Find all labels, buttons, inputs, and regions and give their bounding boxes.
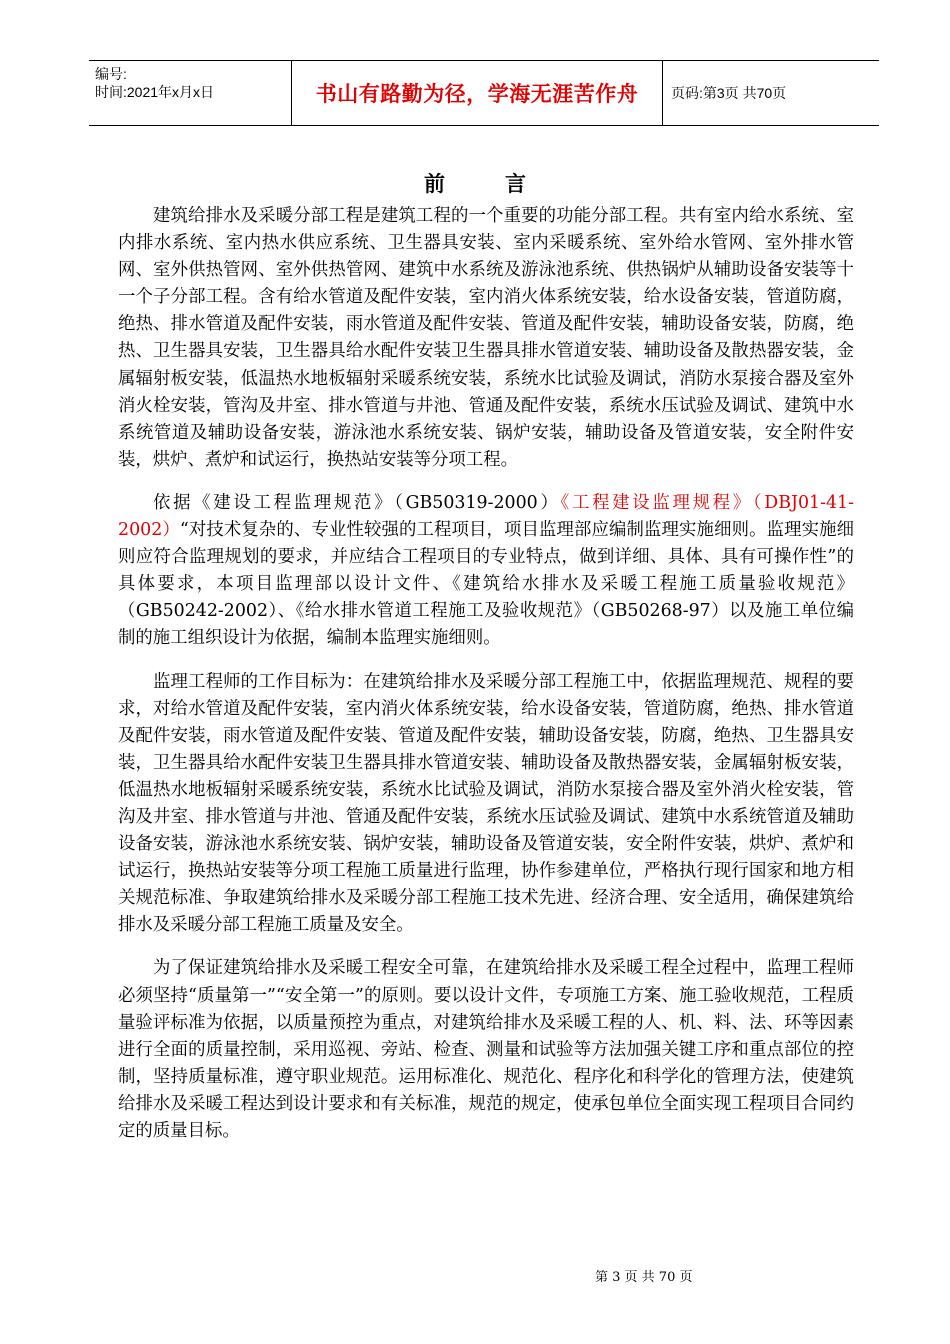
header-meta bbox=[89, 61, 291, 125]
highlighted-reference: 《工程建设监理规程》（DBJ01-41-2002） bbox=[118, 492, 854, 541]
header-motto-cell bbox=[291, 61, 663, 125]
page-footer: 第 3 页 共 70 页 bbox=[595, 1270, 693, 1285]
header-page-info: 页码:第3页 共70页 bbox=[671, 85, 787, 101]
paragraph-2-part-a: 依据《建设工程监理规范》（GB50319-2000） bbox=[153, 492, 561, 513]
document-body bbox=[118, 203, 854, 1161]
paragraph-3: 监理工程师的工作目标为：在建筑给排水及采暖分部工程施工中，依据监理规范、规程的要求，对给水管道及配件安装，室内消火体系统安装，给水设备安装，管道防腐，绝热、排水管道及配件安装，雨水管道及配件安装、管道及配件安装，辅助设备安装，防腐，绝热、卫生器具安装，卫生器具给水配件安装卫生器具排水管道安装、辅助设备及散热器安装，金属辐射板安装，低温热水地板辐射采暖系统安装，系统水比试验及调试，消防水泵接合器及室外消火栓安装，管沟及井室、排水管道与井池、管通及配件安装，系统水压试验及调试、建筑中水系统管道及辅助设备安装，游泳池水系统安装、锅炉安装，辅助设备及管道安装，安全附件安装，烘炉、煮炉和试运行，换热站安装等分项工程施工质量进行监理，协作参建单位，严格执行现行国家和地方相关规范标准、争取建筑给排水及采暖分部工程施工技术先进、经济合理、安全适用，确保建筑给排水及采暖分部工程施工质量及安全。 bbox=[118, 671, 854, 936]
paragraph-2 bbox=[118, 490, 854, 653]
paragraph-2-part-b: “对技术复杂的、专业性较强的工程项目，项目监理部应编制监理实施细则。监理实施细则应符合监理规划的要求，并应结合工程项目的专业特点，做到详细、具体、具有可操作性”的具体要求，本项目监理部以设计文件、《建筑给水排水及采暖工程施工质量验收规范》（GB50242-2002）、《给水排水管道工程施工及验收规范》（GB50268-97）以及施工单位编制的施工组织设计为依据，编制本监理实施细则。 bbox=[118, 520, 854, 649]
paragraph-1: 建筑给排水及采暖分部工程是建筑工程的一个重要的功能分部工程。共有室内给水系统、室内排水系统、室内热水供应系统、卫生器具安装、室内采暖系统、室外给水管网、室外排水管网、室外供热管网、室外供热管网、建筑中水系统及游泳池系统、供热锅炉从辅助设备安装等十一个子分部工程。含有给水管道及配件安装，室内消火体系统安装，给水设备安装，管道防腐，绝热、排水管道及配件安装，雨水管道及配件安装、管道及配件安装，辅助设备安装，防腐，绝热、卫生器具安装，卫生器具给水配件安装卫生器具排水管道安装、辅助设备及散热器安装，金属辐射板安装，低温热水地板辐射采暖系统安装，系统水比试验及调试，消防水泵接合器及室外消火栓安装，管沟及井室、排水管道与井池、管通及配件安装，系统水压试验及调试、建筑中水系统管道及辅助设备安装，游泳池水系统安装、锅炉安装，辅助设备及管道安装，安全附件安装，烘炉、煮炉和试运行，换热站安装等分项工程。 bbox=[118, 206, 854, 470]
page-title: 前言 bbox=[424, 172, 586, 196]
time-label: 时间:2021年x月x日 bbox=[95, 84, 215, 100]
header-table bbox=[89, 60, 879, 126]
paragraph-4: 为了保证建筑给排水及采暖工程安全可靠，在建筑给排水及采暖工程全过程中，监理工程师必须坚持“质量第一”“安全第一”的原则。要以设计文件，专项施工方案、施工验收规范，工程质量验评标准为依据，以质量预控为重点，对建筑给排水及采暖工程的人、机、料、法、环等因素进行全面的质量控制，采用巡视、旁站、检查、测量和试验等方法加强关键工序和重点部位的控制，坚持质量标准，遵守职业规范。运用标准化、规范化、程序化和科学化的管理方法，使建筑给排水及采暖工程达到设计要求和有关标准，规范的规定，使承包单位全面实现工程项目合同约定的质量目标。 bbox=[118, 958, 854, 1141]
number-label: 编号: bbox=[95, 66, 127, 82]
header-motto: 书山有路勤为径，学海无涯苦作舟 bbox=[315, 82, 639, 106]
